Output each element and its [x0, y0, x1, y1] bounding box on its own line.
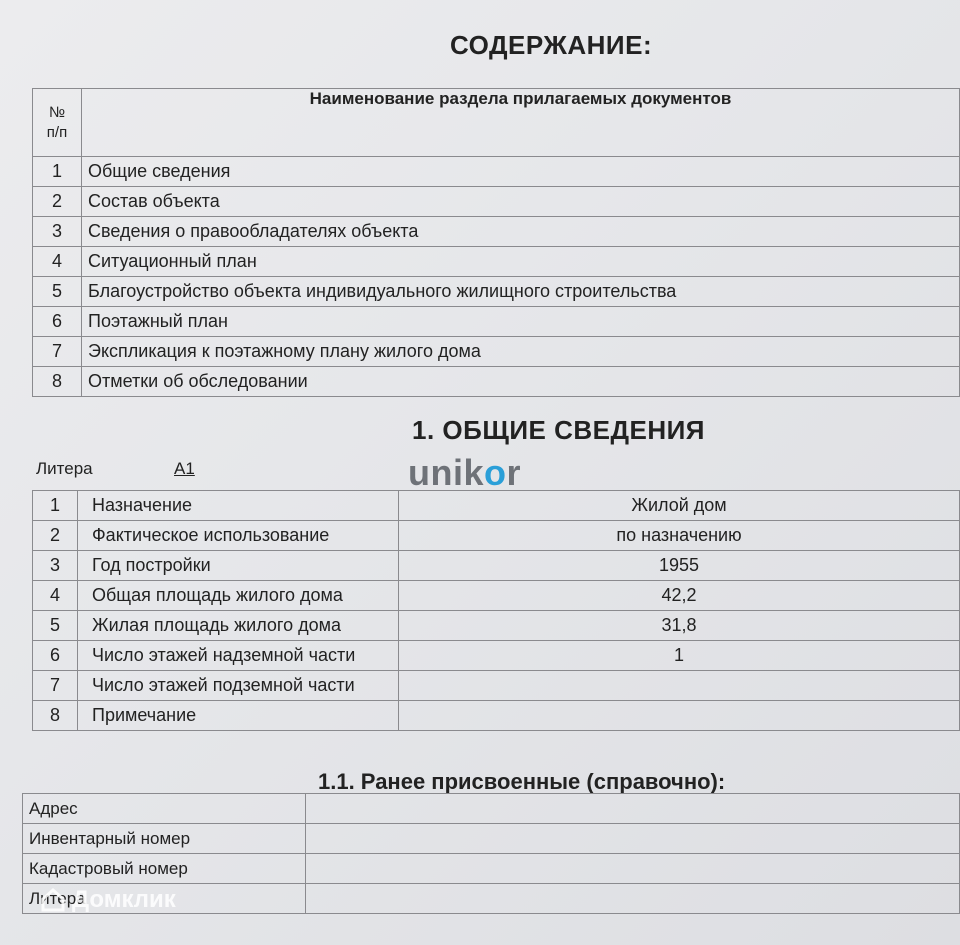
general-row-label: Назначение [78, 491, 399, 521]
domclick-label: Домклик [72, 886, 176, 913]
general-row-num: 5 [33, 611, 78, 641]
general-row-num: 4 [33, 581, 78, 611]
general-row-value: по назначению [399, 521, 960, 551]
contents-row [33, 337, 960, 367]
contents-row [33, 367, 960, 397]
general-row-value: 42,2 [399, 581, 960, 611]
previous-row-label: Инвентарный номер [23, 824, 306, 854]
previous-row-value [306, 884, 960, 914]
general-row-label: Число этажей надземной части [78, 641, 399, 671]
contents-row-text: Сведения о правообладателях объекта [82, 217, 960, 247]
previous-row-value [306, 824, 960, 854]
general-row [33, 521, 960, 551]
contents-row-text: Поэтажный план [82, 307, 960, 337]
previous-row [23, 794, 960, 824]
contents-table [32, 88, 960, 397]
previous-row-label: Адрес [23, 794, 306, 824]
general-row [33, 491, 960, 521]
litera-value: А1 [174, 459, 195, 478]
contents-header-num: № п/п [33, 89, 82, 157]
general-row [33, 551, 960, 581]
general-row-label: Жилая площадь жилого дома [78, 611, 399, 641]
contents-row-text: Состав объекта [82, 187, 960, 217]
contents-row [33, 187, 960, 217]
contents-row-num: 6 [33, 307, 82, 337]
contents-row-num: 7 [33, 337, 82, 367]
contents-row [33, 307, 960, 337]
contents-row [33, 217, 960, 247]
unikor-logo-o: o [484, 452, 507, 493]
previous-row-label: Литера [23, 884, 306, 914]
unikor-logo-suffix: r [506, 452, 522, 493]
general-row-value: 1 [399, 641, 960, 671]
general-row-value: 31,8 [399, 611, 960, 641]
general-row [33, 581, 960, 611]
contents-row-text: Благоустройство объекта индивидуального жилищного строительства [82, 277, 960, 307]
domclick-watermark [40, 886, 176, 914]
general-table [32, 490, 960, 731]
general-title: 1. ОБЩИЕ СВЕДЕНИЯ [412, 415, 705, 445]
contents-row [33, 157, 960, 187]
contents-title: СОДЕРЖАНИЕ: [450, 30, 653, 60]
contents-row [33, 277, 960, 307]
general-row [33, 611, 960, 641]
unikor-logo [408, 452, 521, 494]
general-row-label: Фактическое использование [78, 521, 399, 551]
house-icon [40, 887, 66, 913]
general-row-value [399, 671, 960, 701]
previous-row [23, 824, 960, 854]
general-row [33, 641, 960, 671]
previous-row-value [306, 794, 960, 824]
previous-title: 1.1. Ранее присвоенные (справочно): [318, 769, 726, 794]
contents-row-num: 1 [33, 157, 82, 187]
general-row-label: Год постройки [78, 551, 399, 581]
contents-row-num: 3 [33, 217, 82, 247]
contents-row-text: Ситуационный план [82, 247, 960, 277]
general-row-label: Общая площадь жилого дома [78, 581, 399, 611]
general-row [33, 701, 960, 731]
contents-row-text: Общие сведения [82, 157, 960, 187]
previous-row-value [306, 854, 960, 884]
general-row-value [399, 701, 960, 731]
contents-header-name: Наименование раздела прилагаемых документов [82, 89, 960, 157]
contents-row [33, 247, 960, 277]
contents-row-num: 2 [33, 187, 82, 217]
general-row [33, 671, 960, 701]
general-row-num: 1 [33, 491, 78, 521]
contents-row-text: Отметки об обследовании [82, 367, 960, 397]
previous-row [23, 854, 960, 884]
contents-row-num: 8 [33, 367, 82, 397]
contents-row-num: 5 [33, 277, 82, 307]
general-row-num: 2 [33, 521, 78, 551]
general-row-label: Примечание [78, 701, 399, 731]
general-row-num: 7 [33, 671, 78, 701]
general-row-label: Число этажей подземной части [78, 671, 399, 701]
general-row-num: 3 [33, 551, 78, 581]
general-row-num: 8 [33, 701, 78, 731]
unikor-logo-prefix: unik [408, 452, 485, 493]
previous-row-label: Кадастровый номер [23, 854, 306, 884]
general-row-value: Жилой дом [399, 491, 960, 521]
contents-header-row [33, 89, 960, 157]
litera-label: Литера [36, 459, 93, 478]
general-row-num: 6 [33, 641, 78, 671]
general-row-value: 1955 [399, 551, 960, 581]
contents-row-text: Экспликация к поэтажному плану жилого дома [82, 337, 960, 367]
contents-row-num: 4 [33, 247, 82, 277]
